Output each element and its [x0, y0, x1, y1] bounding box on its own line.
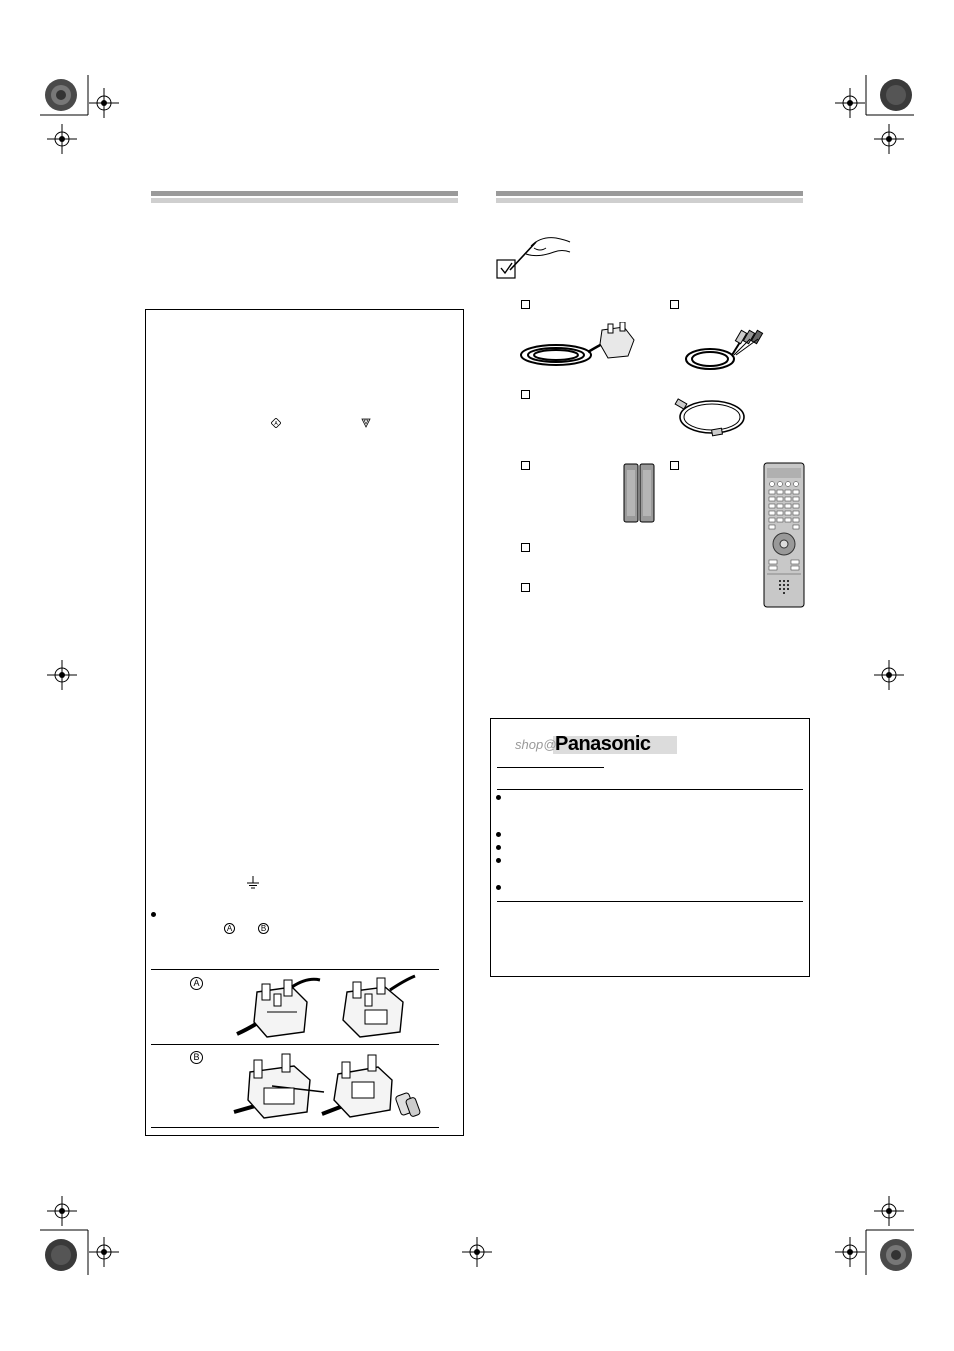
registration-mark-icon [835, 88, 865, 118]
logo-brand: Panasonic [555, 733, 651, 755]
registration-mark-icon [874, 660, 904, 690]
plug-illustration-a2 [335, 972, 420, 1042]
registration-mark-icon [89, 88, 119, 118]
mains-lead-illustration [516, 322, 636, 374]
plug-row-label-a: A [190, 977, 203, 990]
remote-control-illustration [763, 462, 805, 608]
bs-safety-mark-icon [271, 418, 281, 428]
plug-illustration-a1 [232, 972, 322, 1042]
plug-illustration-b1 [232, 1052, 327, 1124]
shop-rule-bottom [497, 901, 803, 902]
right-section-header-bar [496, 191, 803, 203]
accessory-checkbox[interactable] [521, 461, 530, 470]
registration-mark-icon [874, 124, 904, 154]
rf-cable-illustration [672, 393, 748, 443]
shop-panasonic-box [490, 718, 810, 977]
bullet [496, 858, 501, 863]
registration-mark-icon [89, 1237, 119, 1267]
shop-rule-top [497, 789, 803, 790]
color-target-bottom-right [879, 1238, 913, 1272]
registration-mark-icon [462, 1237, 492, 1267]
registration-mark-icon [874, 1196, 904, 1226]
registration-mark-icon [47, 124, 77, 154]
earth-symbol-icon [246, 876, 260, 890]
bullet [496, 832, 501, 837]
accessory-checkbox[interactable] [521, 543, 530, 552]
checklist-pen-icon [496, 234, 571, 280]
plug-table-rule-bottom [151, 1127, 439, 1128]
accessory-checkbox[interactable] [521, 300, 530, 309]
color-target-bottom-left [44, 1238, 78, 1272]
registration-mark-icon [835, 1237, 865, 1267]
svg-text:A: A [274, 421, 278, 427]
registration-mark-icon [47, 1196, 77, 1226]
bs-kitemark-icon [361, 418, 371, 428]
left-section-header-bar [151, 191, 458, 203]
accessory-checkbox[interactable] [521, 390, 530, 399]
color-target-top-right [879, 78, 913, 112]
plug-row-label-b: B [190, 1051, 203, 1064]
bullet [496, 795, 501, 800]
av-cable-illustration [680, 325, 766, 375]
bullet [496, 885, 501, 890]
plug-illustration-b2 [320, 1052, 430, 1124]
plug-table-rule-mid [151, 1044, 439, 1045]
shop-short-rule [497, 767, 604, 768]
inline-letter-a: A [224, 923, 235, 934]
accessory-checkbox[interactable] [521, 583, 530, 592]
inline-letter-b: B [258, 923, 269, 934]
color-target-top-left [44, 78, 78, 112]
bullet [496, 845, 501, 850]
accessory-checkbox[interactable] [670, 300, 679, 309]
batteries-illustration [622, 462, 656, 524]
accessory-checkbox[interactable] [670, 461, 679, 470]
plug-table-rule-top [151, 969, 439, 970]
bullet [151, 912, 156, 917]
registration-mark-icon [47, 660, 77, 690]
logo-shop-prefix: shop@ [515, 737, 557, 752]
